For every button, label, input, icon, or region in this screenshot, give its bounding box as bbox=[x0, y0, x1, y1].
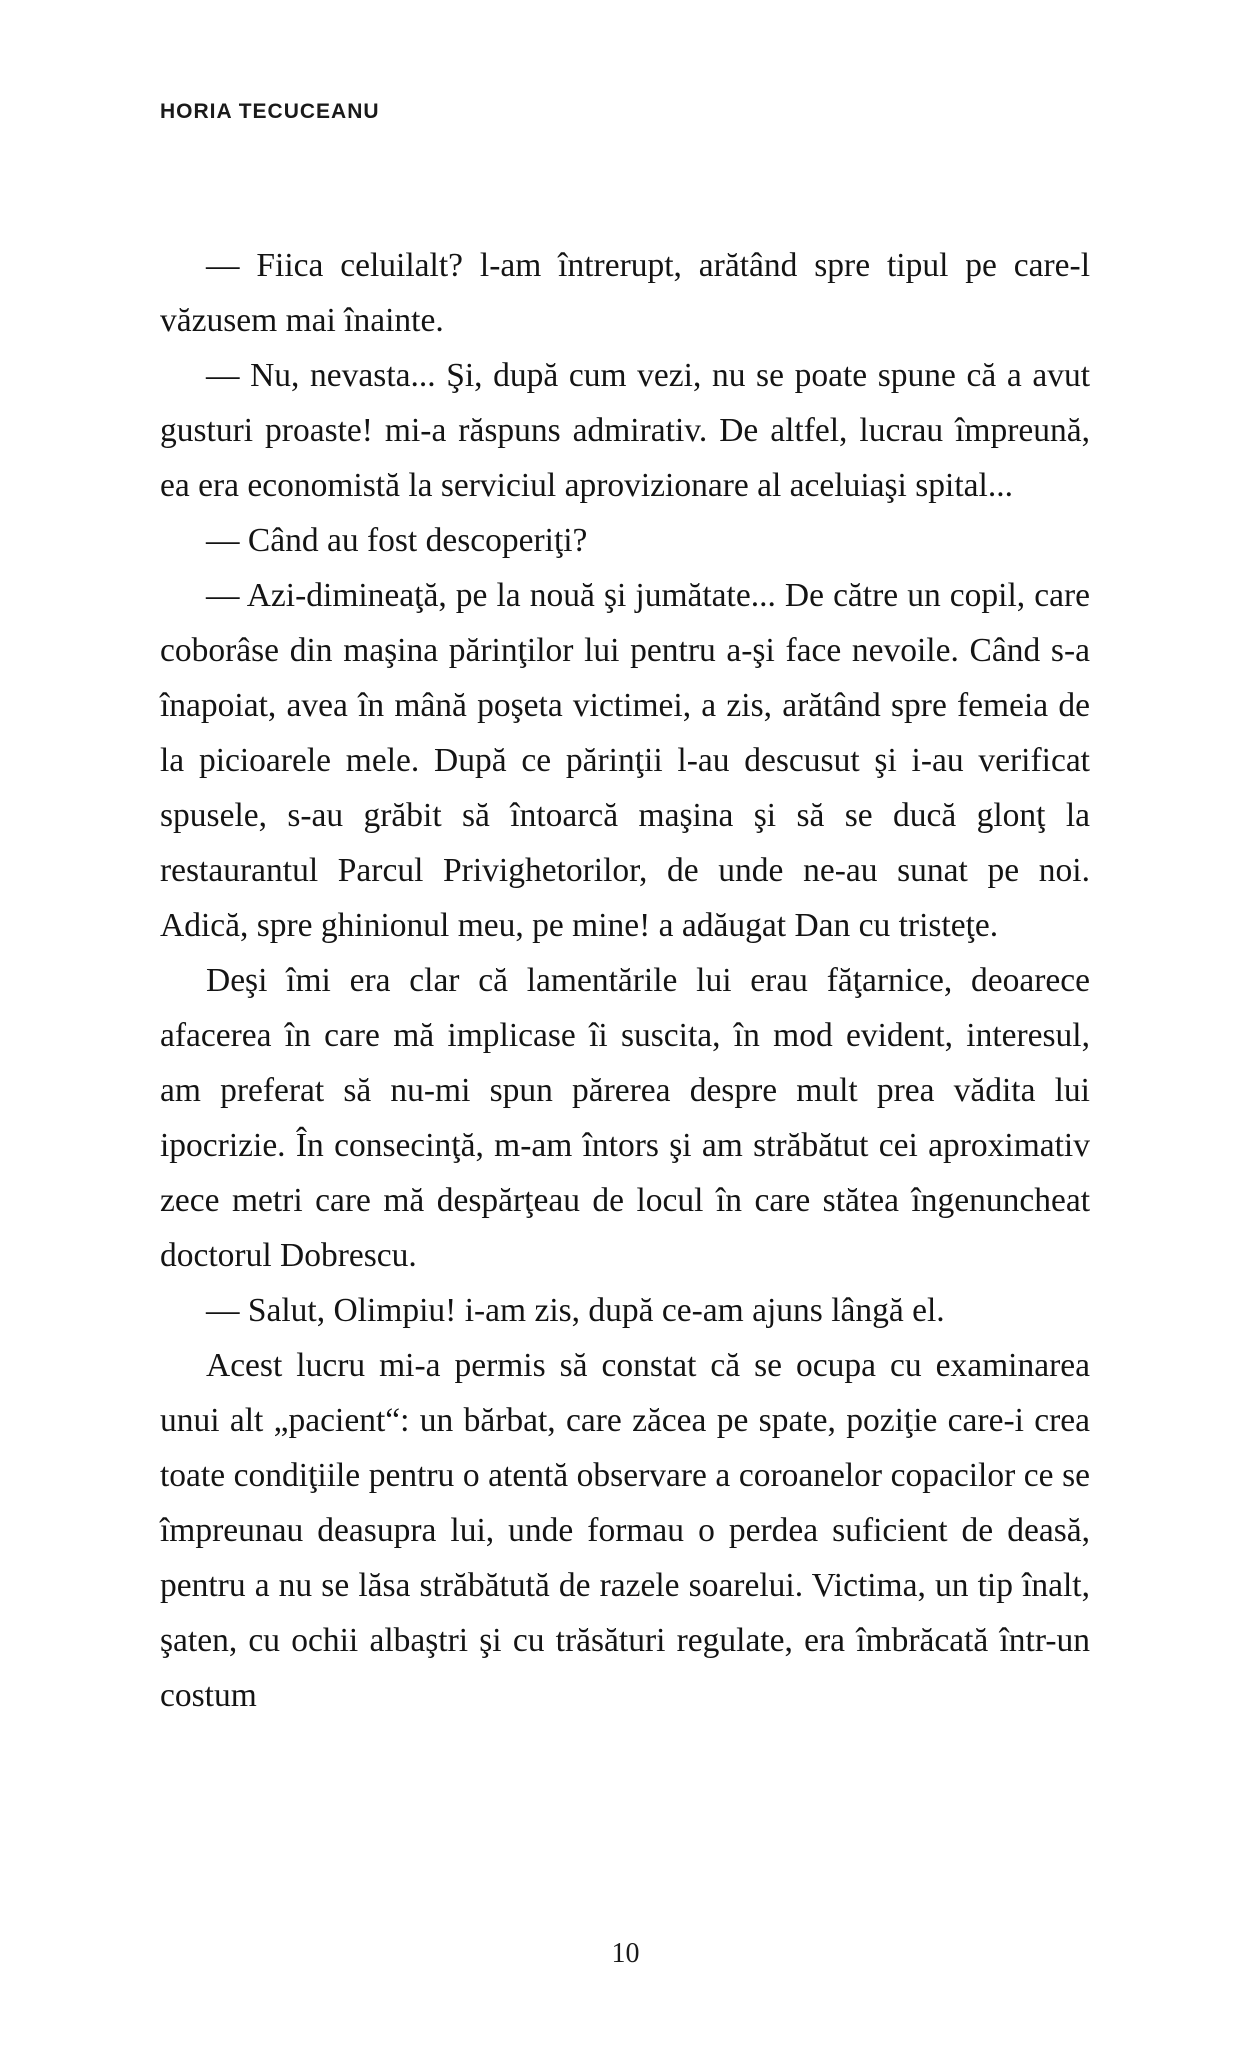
paragraph-6: — Salut, Olimpiu! i-am zis, după ce-am ajuns lângă el. bbox=[206, 1292, 945, 1329]
paragraph-5: Deşi îmi era clar că lamentările lui erau făţarnice, deoarece afacerea în care mă implicase îi suscita, în mod evident, interesul, am preferat să nu-mi spun părerea despre mult prea vădita lui ipocrizie. În consecinţă, m-am întors şi am străbătut cei aproximativ zece metri care mă despărţeau de locul în care stătea îngenuncheat doctorul Dobrescu. bbox=[160, 962, 1090, 1274]
paragraph-2: — Nu, nevasta... Şi, după cum vezi, nu se poate spune că a avut gusturi proaste! mi-a răspuns admirativ. De altfel, lucrau împreună, ea era economistă la serviciul aprovizionare al aceluiaşi spital... bbox=[160, 357, 1090, 504]
body-text bbox=[160, 238, 1090, 1723]
page-number: 10 bbox=[611, 1938, 640, 1969]
paragraph-4: — Azi-dimineaţă, pe la nouă şi jumătate... De către un copil, care coborâse din maşina părinţilor lui pentru a-şi face nevoile. Când s-a înapoiat, avea în mână poşeta victimei, a zis, arătând spre femeia de la picioarele mele. După ce părinţii l-au descusut şi i-au verificat spusele, s-au grăbit să întoarcă maşina şi să se ducă glonţ la restaurantul Parcul Privighetorilor, de unde ne-au sunat pe noi. Adică, spre ghinionul meu, pe mine! a adăugat Dan cu tristeţe. bbox=[160, 577, 1090, 944]
paragraph-1: — Fiica celuilalt? l-am întrerupt, arătând spre tipul pe care-l văzusem mai înainte. bbox=[160, 247, 1090, 339]
paragraph-7: Acest lucru mi-a permis să constat că se ocupa cu examinarea unui alt „pacient“: un bărbat, care zăcea pe spate, poziţie care-i crea toate condiţiile pentru o atentă observare a coroanelor copacilor ce se împreunau deasupra lui, unde formau o perdea suficient de deasă, pentru a nu se lăsa străbătută de razele soarelui. Victima, un tip înalt, şaten, cu ochii albaştri şi cu trăsături regulate, era îmbrăcată într-un costum bbox=[160, 1347, 1090, 1714]
paragraph-3: — Când au fost descoperiţi? bbox=[206, 522, 588, 559]
running-head: HORIA TECUCEANU bbox=[160, 100, 380, 123]
